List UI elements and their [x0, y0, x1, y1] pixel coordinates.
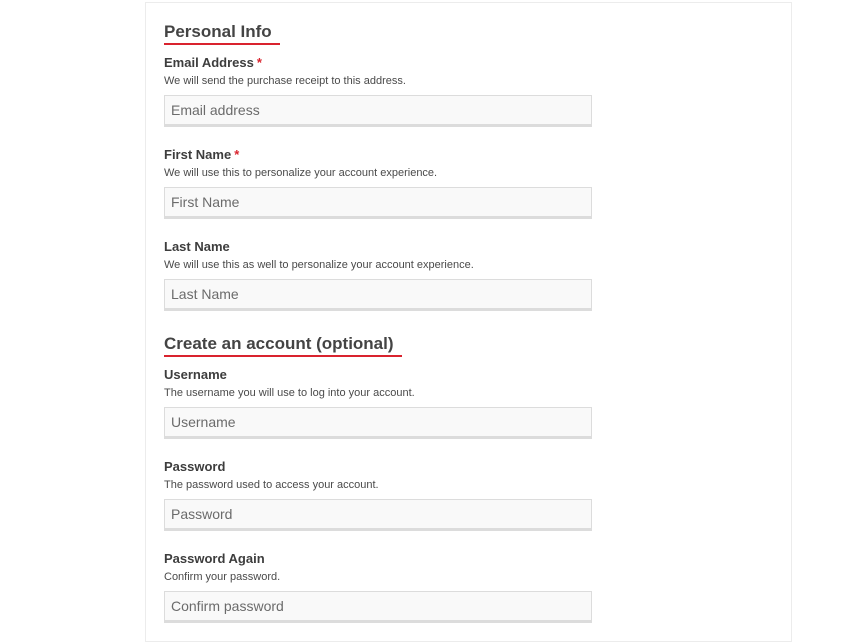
heading-underline	[164, 355, 402, 357]
first-name-help-text: We will use this to personalize your account experience.	[164, 167, 438, 179]
form-content	[164, 3, 774, 623]
last-name-field-group	[164, 239, 774, 311]
first-name-input-wrapper	[164, 187, 592, 219]
checkout-form-panel	[145, 2, 792, 642]
username-label	[164, 367, 774, 383]
password-again-label-text: Password Again	[164, 551, 265, 566]
last-name-help-text: We will use this as well to personalize your account experience.	[164, 259, 474, 271]
heading-underline	[164, 43, 280, 45]
last-name-label	[164, 239, 774, 255]
required-marker: *	[256, 55, 262, 70]
password-help-text: The password used to access your account.	[164, 479, 379, 491]
password-label	[164, 459, 774, 475]
email-input-wrapper	[164, 95, 592, 127]
email-label	[164, 55, 774, 71]
first-name-label-text: First Name	[164, 147, 232, 162]
password-input-wrapper	[164, 499, 592, 531]
username-field-group	[164, 367, 774, 439]
password-again-label	[164, 551, 774, 567]
last-name-input-wrapper	[164, 279, 592, 311]
first-name-label	[164, 147, 774, 163]
first-name-input[interactable]	[165, 188, 591, 216]
username-label-text: Username	[164, 367, 227, 382]
create-account-heading	[164, 334, 394, 357]
first-name-field-group	[164, 147, 774, 219]
personal-info-heading	[164, 22, 272, 45]
personal-info-heading-text: Personal Info	[164, 22, 272, 41]
last-name-label-text: Last Name	[164, 239, 230, 254]
password-label-text: Password	[164, 459, 226, 474]
username-input-wrapper	[164, 407, 592, 439]
username-help-text: The username you will use to log into your account.	[164, 387, 415, 399]
email-field-group	[164, 55, 774, 127]
confirm-password-input[interactable]	[165, 592, 591, 620]
create-account-heading-text: Create an account (optional)	[164, 334, 394, 353]
email-help-text: We will send the purchase receipt to this address.	[164, 75, 406, 87]
password-input[interactable]	[165, 500, 591, 528]
password-field-group	[164, 459, 774, 531]
password-again-field-group	[164, 551, 774, 623]
username-input[interactable]	[165, 408, 591, 436]
password-again-input-wrapper	[164, 591, 592, 623]
email-label-text: Email Address	[164, 55, 254, 70]
email-input[interactable]	[165, 96, 591, 124]
password-again-help-text: Confirm your password.	[164, 571, 281, 583]
required-marker: *	[234, 147, 240, 162]
last-name-input[interactable]	[165, 280, 591, 308]
